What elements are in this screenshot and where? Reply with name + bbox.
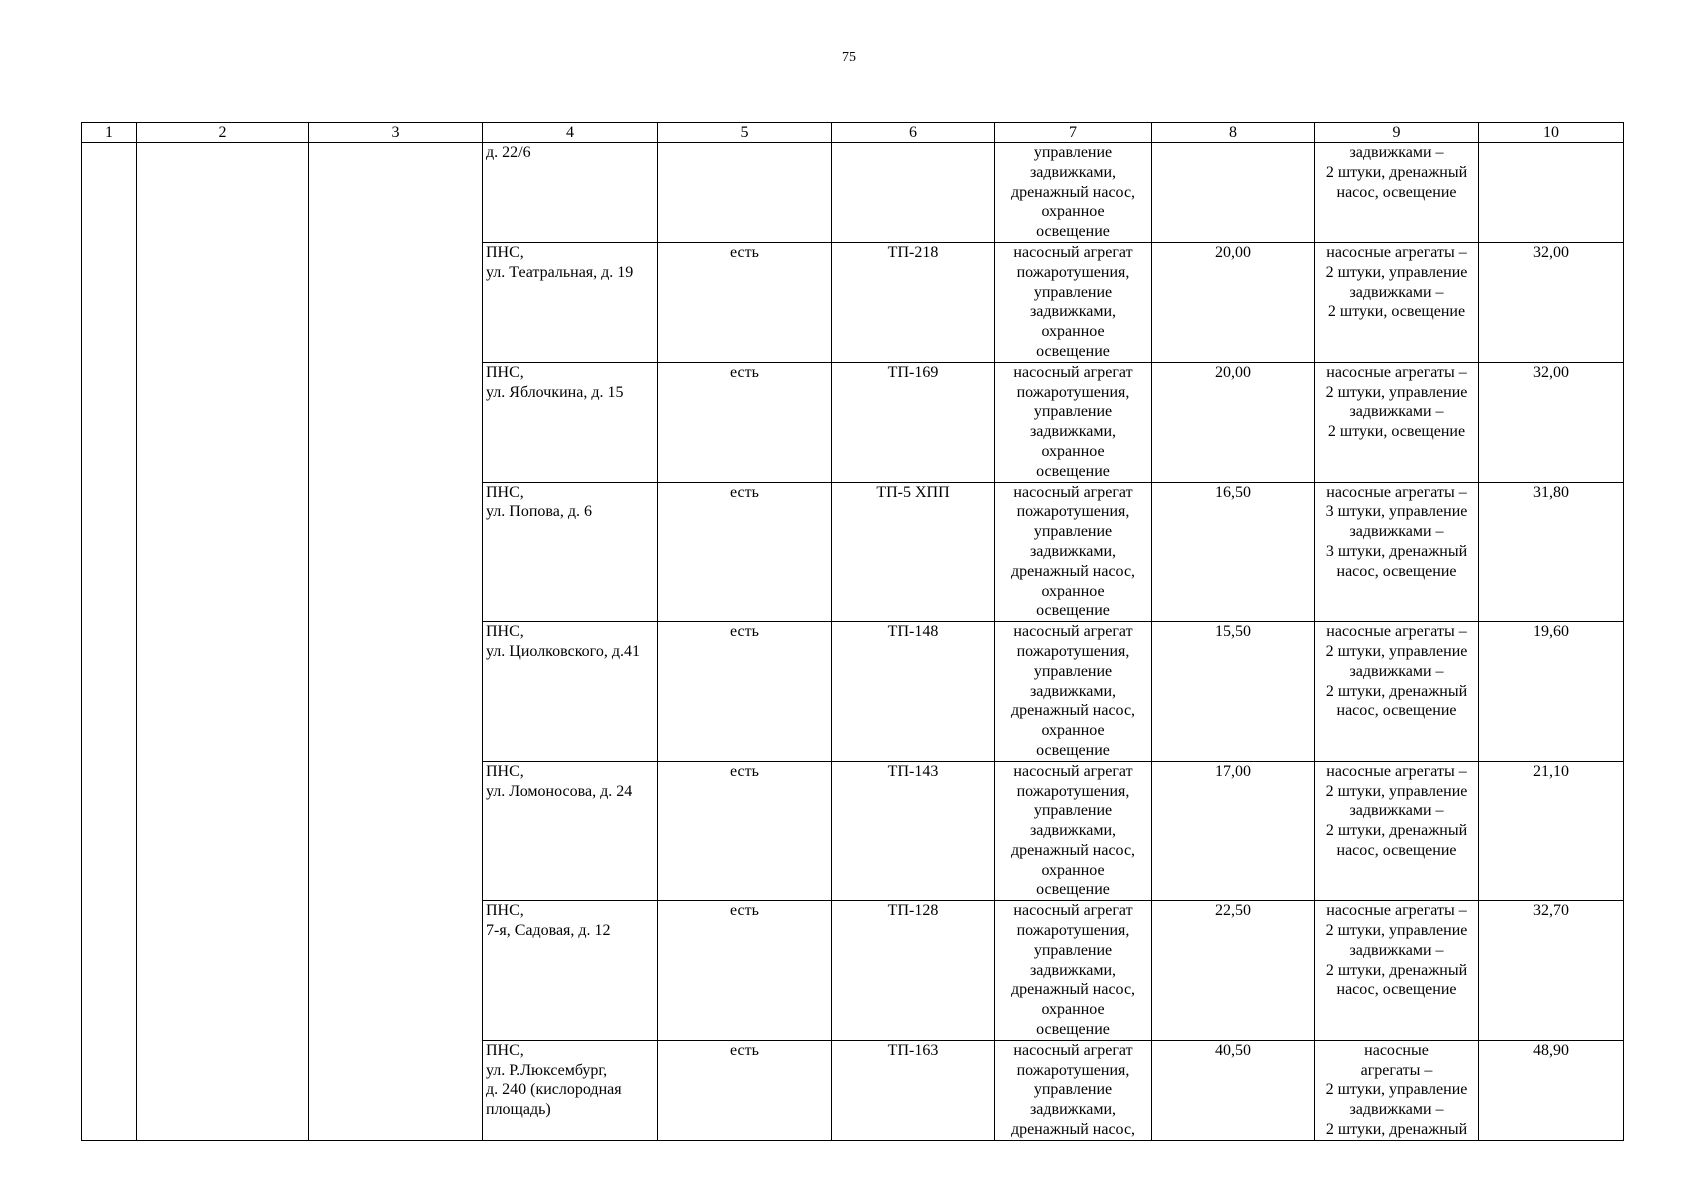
column-header: 1 [82,123,137,143]
equipment: управление задвижками, дренажный насос, охранное освещение [1010,144,1136,241]
column-header: 10 [1479,123,1624,143]
table-cell-col2 [137,143,309,1141]
station-address: ПНС, 7-я, Садовая, д. 12 [486,902,611,940]
substation: ТП-169 [887,363,939,381]
power-value: 40,50 [1215,1041,1251,1059]
availability: есть [730,762,759,780]
column-header: 4 [483,123,658,143]
equipment: насосный агрегат пожаротушения, управление задвижками, дренажный насос, [1010,1041,1136,1139]
substation: ТП-128 [887,902,939,920]
station-address: ПНС, ул. Циолковского, д.41 [486,623,640,660]
column-number-row [82,123,1624,143]
substation: ТП-5 ХПП [876,483,950,501]
column-header: 3 [309,123,483,143]
substation: ТП-148 [887,623,939,641]
consumers: насосные агрегаты – 2 штуки, управление задвижками – 2 штуки, дренажный насос, освещение [1325,623,1468,720]
station-address: ПНС, ул. Попова, д. 6 [486,483,592,521]
consumers: задвижками – 2 штуки, дренажный насос, освещение [1325,144,1468,201]
consumers: насосные агрегаты – 2 штуки, управление задвижками – 2 штуки, дренажный насос, освещение [1325,762,1468,859]
availability: есть [730,623,759,641]
substation: ТП-163 [887,1041,939,1059]
column-header: 9 [1315,123,1479,143]
station-address: ПНС, ул. Р.Люксембург, д. 240 (кислородная площадь) [486,1041,622,1119]
column-header: 6 [832,123,995,143]
total-value: 32,70 [1533,902,1569,920]
column-header: 5 [658,123,832,143]
total-value: 31,80 [1533,483,1569,501]
equipment: насосный агрегат пожаротушения, управление задвижками, охранное освещение [1013,363,1133,480]
total-value: 19,60 [1533,623,1569,641]
power-value: 20,00 [1215,363,1251,381]
availability: есть [730,243,759,261]
equipment: насосный агрегат пожаротушения, управление задвижками, охранное освещение [1013,243,1133,360]
power-value: 20,00 [1215,243,1251,261]
equipment: насосный агрегат пожаротушения, управление задвижками, дренажный насос, охранное освещение [1010,483,1136,620]
table-cell-col3 [309,143,483,1141]
consumers: насосные агрегаты – 2 штуки, управление задвижками – 2 штуки, дренажный [1325,1041,1468,1139]
station-address: д. 22/6 [486,144,531,161]
equipment: насосный агрегат пожаротушения, управление задвижками, дренажный насос, охранное освещение [1010,762,1136,899]
availability: есть [730,363,759,381]
total-value: 32,00 [1533,363,1569,381]
availability: есть [730,1041,759,1059]
station-address: ПНС, ул. Ломоносова, д. 24 [486,762,633,800]
column-header: 8 [1152,123,1315,143]
power-value: 22,50 [1215,902,1251,920]
station-address: ПНС, ул. Яблочкина, д. 15 [486,363,624,401]
consumers: насосные агрегаты – 2 штуки, управление задвижками – 2 штуки, освещение [1325,363,1468,441]
page-number: 75 [842,50,856,65]
total-value: 32,00 [1533,243,1569,261]
station-address: ПНС, ул. Театральная, д. 19 [486,243,634,281]
power-value: 15,50 [1215,623,1251,641]
column-header: 2 [137,123,309,143]
total-value: 48,90 [1533,1041,1569,1059]
equipment-table [81,122,1624,1141]
total-value: 21,10 [1533,762,1569,780]
substation: ТП-218 [887,243,939,261]
consumers: насосные агрегаты – 3 штуки, управление задвижками – 3 штуки, дренажный насос, освещение [1325,483,1468,580]
substation: ТП-143 [887,762,939,780]
consumers: насосные агрегаты – 2 штуки, управление задвижками – 2 штуки, освещение [1325,243,1468,321]
consumers: насосные агрегаты – 2 штуки, управление задвижками – 2 штуки, дренажный насос, освещение [1325,902,1468,999]
table-row [82,143,1624,243]
table-cell-col1 [82,143,137,1141]
equipment: насосный агрегат пожаротушения, управление задвижками, дренажный насос, охранное освещение [1010,902,1136,1039]
power-value: 16,50 [1215,483,1251,501]
availability: есть [730,902,759,920]
column-header: 7 [995,123,1152,143]
power-value: 17,00 [1215,762,1251,780]
equipment: насосный агрегат пожаротушения, управление задвижками, дренажный насос, охранное освещение [1010,623,1136,759]
availability: есть [730,483,759,501]
